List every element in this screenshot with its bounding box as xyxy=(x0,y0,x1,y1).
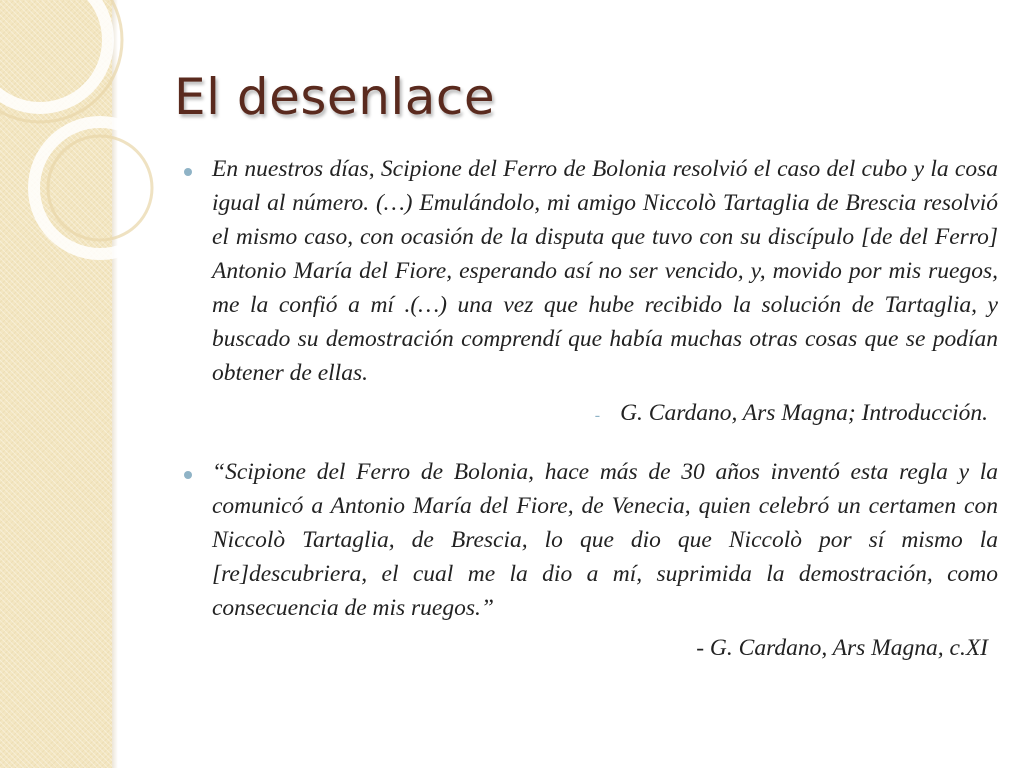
side-band-shadow xyxy=(112,0,118,768)
round-bullet-icon xyxy=(184,168,192,176)
quote-text: En nuestros días, Scipione del Ferro de Bolonia resolvió el caso del cubo y la cosa igual al número. (…) Emulándolo, mi amigo Niccolò Tartaglia de Brescia resolvió el mismo caso, con ocasión de la disputa que tuvo con su discípulo [de del Ferro] Antonio María del Fiore, esperando así no ser vencido, y, movido por mis ruegos, me la confió a mí .(…) una vez que hube recibido la solución de Tartaglia, y buscado su demostración comprendí que había muchas otras cosas que se podían obtener de ellas. xyxy=(212,156,998,386)
attribution-text: - G. Cardano, Ars Magna, c.XI xyxy=(696,635,988,661)
bullet-item-cardano-introduction xyxy=(178,152,998,390)
bullet-item-cardano-chapter-xi xyxy=(178,455,998,625)
attribution-marker: - xyxy=(594,407,601,424)
attribution-text: G. Cardano, Ars Magna; Introducción. xyxy=(620,400,988,426)
attribution-row xyxy=(178,396,998,433)
quote-text: “Scipione del Ferro de Bolonia, hace más de 30 años inventó esta regla y la comunicó a Antonio María del Fiore, de Venecia, quien celebró un certamen con Niccolò Tartaglia, de Brescia, lo que dio que Niccolò por sí mismo la [re]descubriera, el cual me la dio a mí, suprimida la demostración, como consecuencia de mis ruegos.” xyxy=(212,459,998,621)
slide-title: El desenlace xyxy=(174,68,496,126)
decorative-side-band xyxy=(0,0,112,768)
slide-content xyxy=(178,152,998,665)
attribution-row xyxy=(178,631,998,665)
round-bullet-icon xyxy=(184,471,192,479)
